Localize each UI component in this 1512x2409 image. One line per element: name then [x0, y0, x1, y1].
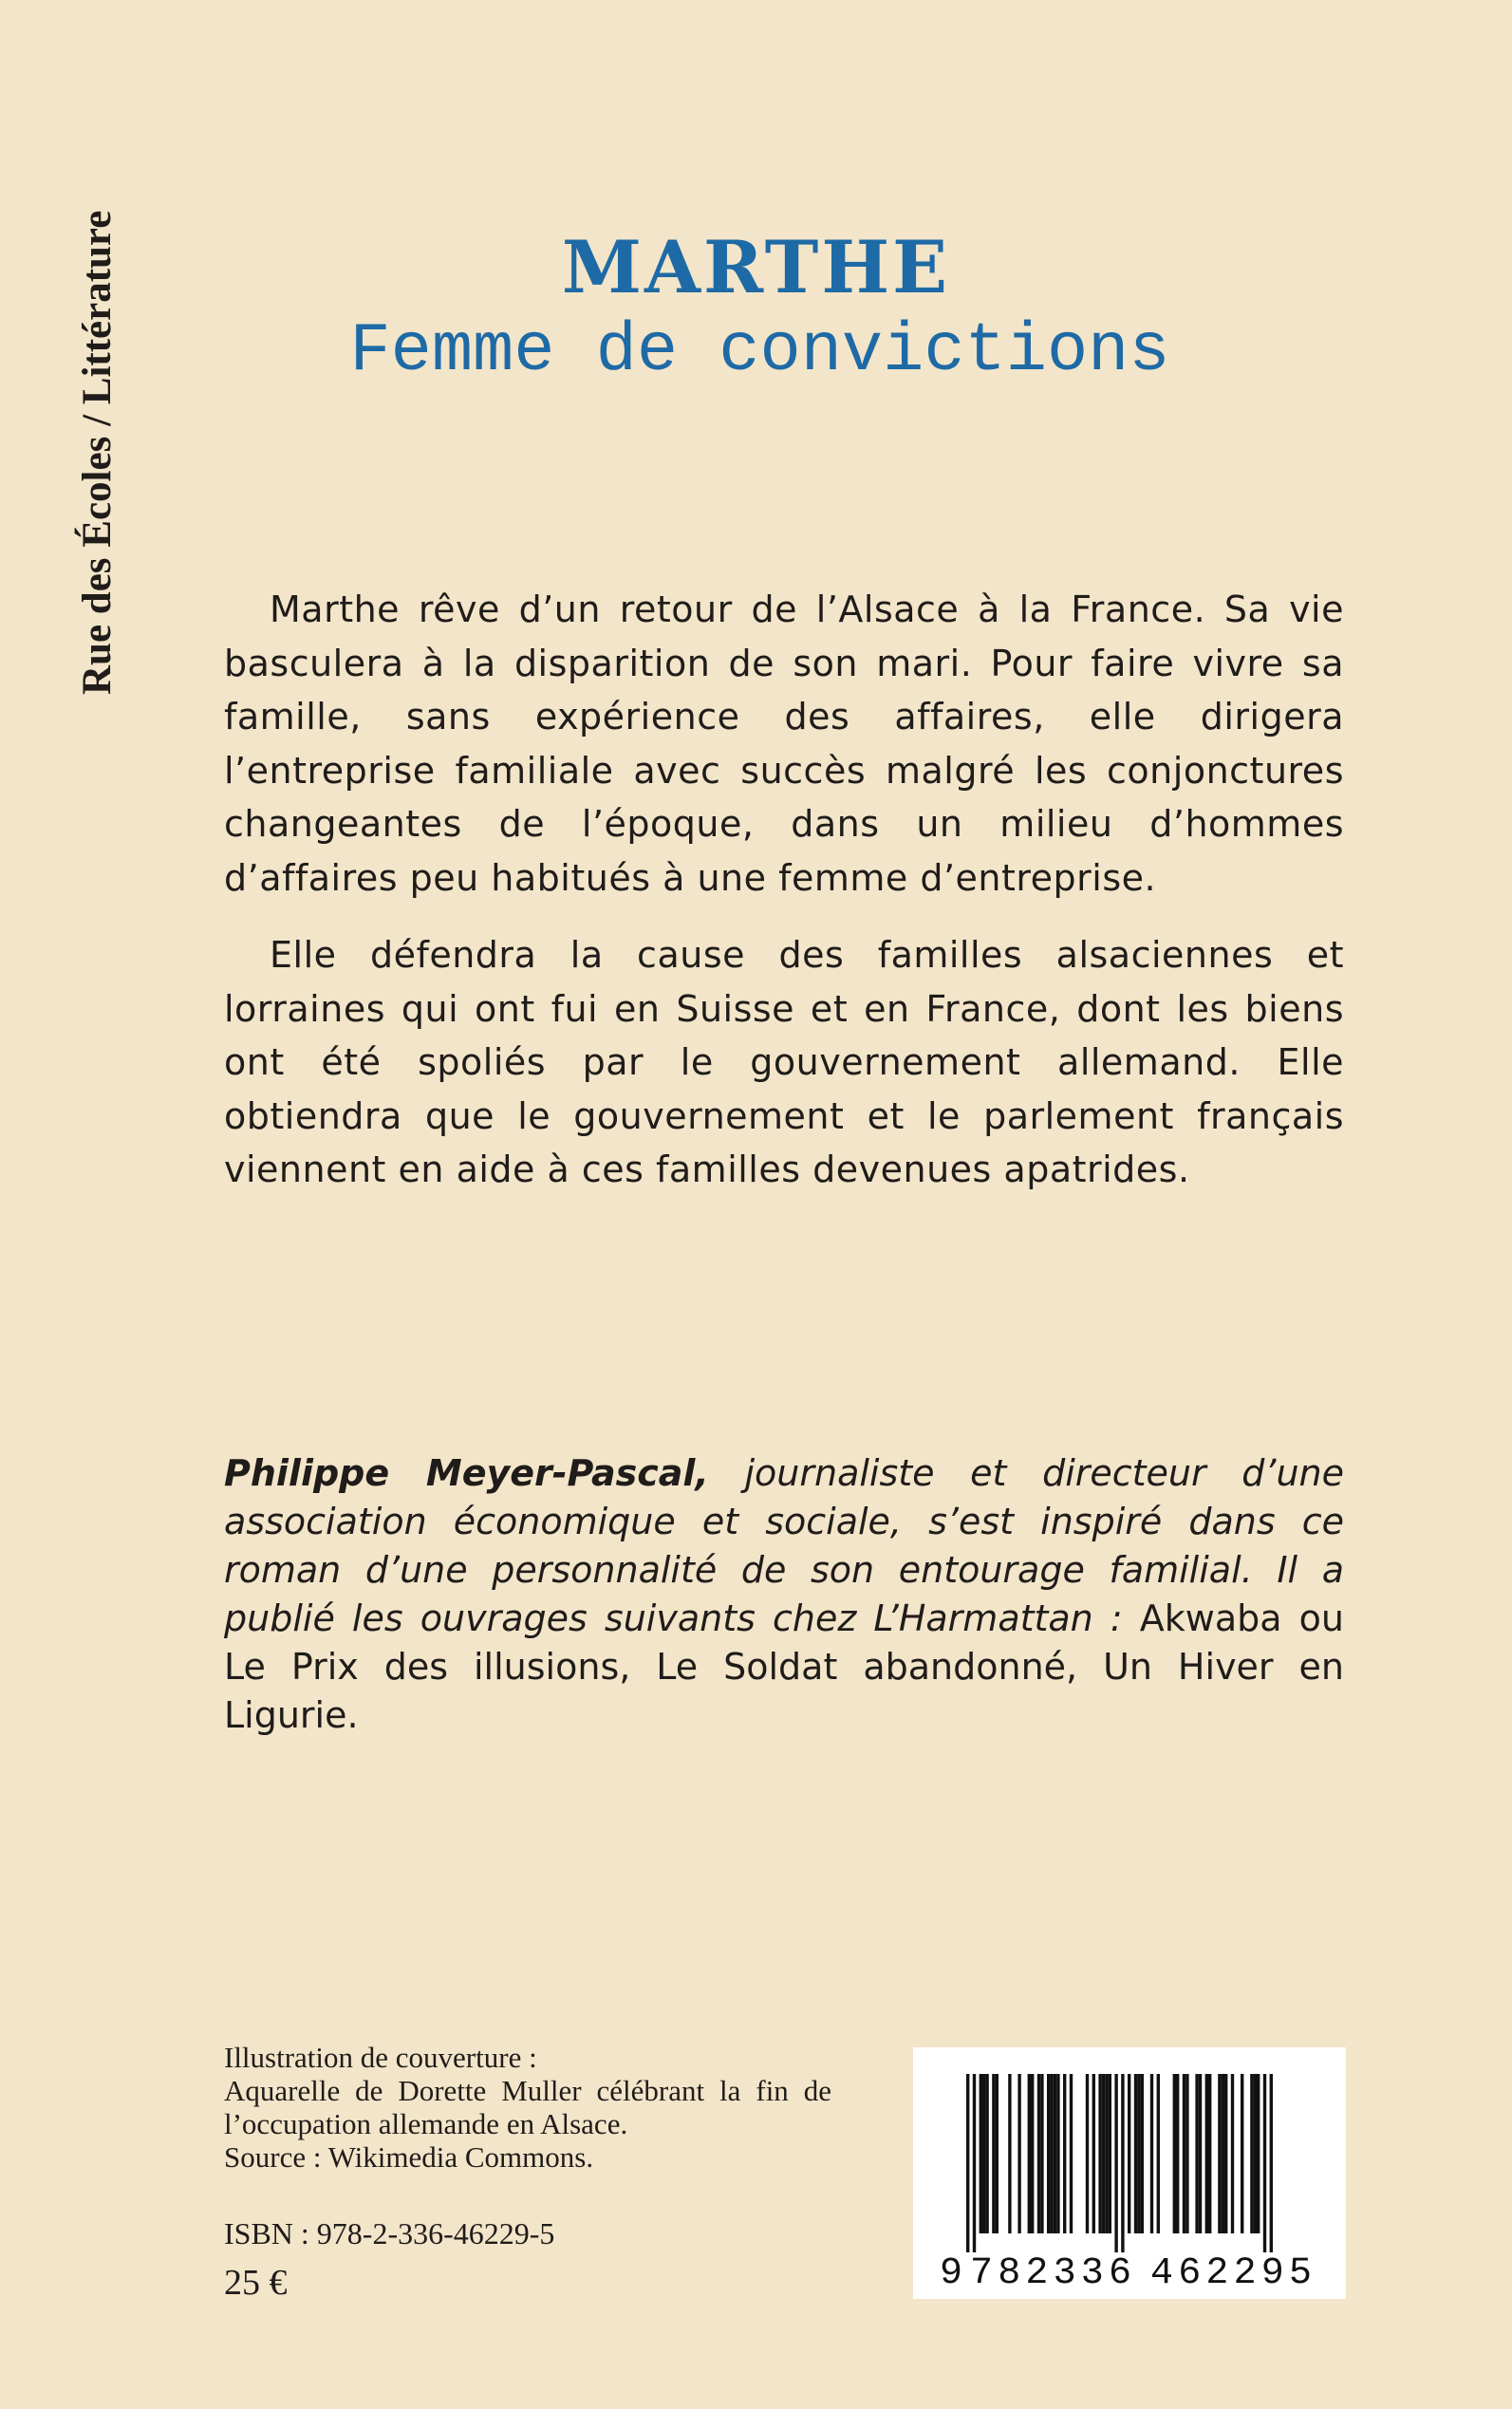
author-name: Philippe Meyer-Pascal,: [224, 1452, 709, 1494]
barcode-bar: [1183, 2074, 1185, 2233]
barcode-bar: [1270, 2074, 1273, 2252]
isbn: ISBN : 978-2-336-46229-5: [224, 2216, 555, 2250]
barcode-bar: [1254, 2074, 1257, 2233]
barcode-bar: [992, 2074, 995, 2233]
author-works: Akwaba ou Le Prix des illusions, Le Soldat abandonné, Un Hiver en Ligurie.: [224, 1597, 1344, 1736]
book-title: MARTHE: [561, 225, 951, 309]
barcode-bar: [1008, 2074, 1011, 2233]
barcode-bar: [1141, 2074, 1144, 2233]
barcode-bar: [966, 2074, 969, 2252]
barcode-bar: [1199, 2074, 1202, 2233]
barcode-bar: [1134, 2074, 1137, 2233]
barcode-bar: [1205, 2074, 1208, 2233]
barcode-bar: [1222, 2074, 1224, 2233]
barcode-bar: [1114, 2074, 1117, 2252]
barcode-bar: [1037, 2074, 1040, 2233]
barcode-bar: [1218, 2074, 1221, 2233]
barcode-bar: [1173, 2074, 1176, 2233]
barcode-bar: [1128, 2074, 1130, 2233]
barcode-bar: [1250, 2074, 1253, 2233]
barcode-bar: [1185, 2074, 1188, 2233]
barcode-bar: [1157, 2074, 1160, 2233]
barcode-bar: [1231, 2074, 1234, 2233]
barcode-bar: [1150, 2074, 1153, 2233]
barcode-bar: [1263, 2074, 1266, 2252]
barcode-bar: [1109, 2074, 1111, 2233]
barcode-bar: [1063, 2074, 1066, 2233]
barcode-bar: [996, 2074, 999, 2233]
barcode-bar: [1195, 2074, 1198, 2233]
barcode-bar: [1040, 2074, 1043, 2233]
barcode-bar: [1176, 2074, 1179, 2233]
credits-source: Source : Wikimedia Commons.: [224, 2140, 594, 2174]
credits-heading: Illustration de couverture :: [224, 2041, 537, 2074]
barcode: [913, 2047, 1346, 2299]
barcode-first-digit: 9: [940, 2252, 963, 2295]
barcode-bar: [1050, 2074, 1053, 2233]
barcode-bars: [966, 2074, 1273, 2252]
spine-label: [65, 110, 131, 695]
credits-description: Aquarelle de Dorette Muller célébrant la fin de l’occupation allemande en Alsace.: [224, 2074, 831, 2140]
barcode-bar: [973, 2074, 976, 2252]
summary-paragraph-1: Marthe rêve d’un retour de l’Alsace à la France. Sa vie basculera à la disparition de son mari. Pour faire vivre sa famille, sans expérience des affaires, elle dirigera l’entreprise familiale avec succès malgré les conjonctures changeantes de l’époque, dans un milieu d’hommes d’affaires peu habitués à une femme d’entreprise.: [224, 588, 1344, 899]
illustration-credits: [224, 2041, 831, 2174]
barcode-bar: [1137, 2074, 1140, 2233]
barcode-left-digits: 782336: [970, 2252, 1131, 2295]
barcode-graphic: [913, 2047, 1346, 2299]
barcode-bar: [1092, 2074, 1095, 2233]
barcode-bar: [1056, 2074, 1059, 2233]
barcode-bar: [1105, 2074, 1108, 2233]
barcode-bar: [1102, 2074, 1105, 2233]
barcode-bar: [1047, 2074, 1050, 2233]
barcode-bar: [985, 2074, 988, 2233]
barcode-bar: [1031, 2074, 1034, 2233]
price: 25 €: [224, 2263, 288, 2303]
book-subtitle: Femme de convictions: [349, 312, 1170, 390]
barcode-bar: [1257, 2074, 1260, 2233]
barcode-bar: [1054, 2074, 1056, 2233]
barcode-bar: [1098, 2074, 1101, 2233]
barcode-bar: [1224, 2074, 1227, 2233]
barcode-bar: [982, 2074, 985, 2233]
author-description: journaliste et directeur d’une association économique et sociale, s’est inspiré dans ce roman d’une personnalité de son entourage familial. Il a publié les ouvrages suivants chez L’Harmattan :: [224, 1452, 1344, 1639]
barcode-bar: [980, 2074, 982, 2233]
author-bio: [224, 1449, 1344, 1740]
summary-paragraph-2: Elle défendra la cause des familles alsaciennes et lorraines qui ont fui en Suisse et en France, dont les biens ont été spoliés par le gouvernement allemand. Elle obtiendra que le gouvernement et le parlement français viennent en aide à ces familles devenues apatrides.: [224, 934, 1344, 1190]
barcode-bar: [1208, 2074, 1211, 2233]
barcode-bar: [1086, 2074, 1089, 2233]
barcode-bar: [1028, 2074, 1031, 2233]
collection-name: Rue des Écoles / Littérature: [75, 210, 120, 695]
barcode-right-digits: 462295: [1150, 2252, 1312, 2295]
barcode-bar: [1017, 2074, 1020, 2233]
barcode-bar: [1121, 2074, 1124, 2252]
barcode-bar: [1241, 2074, 1243, 2233]
barcode-bar: [1070, 2074, 1073, 2233]
